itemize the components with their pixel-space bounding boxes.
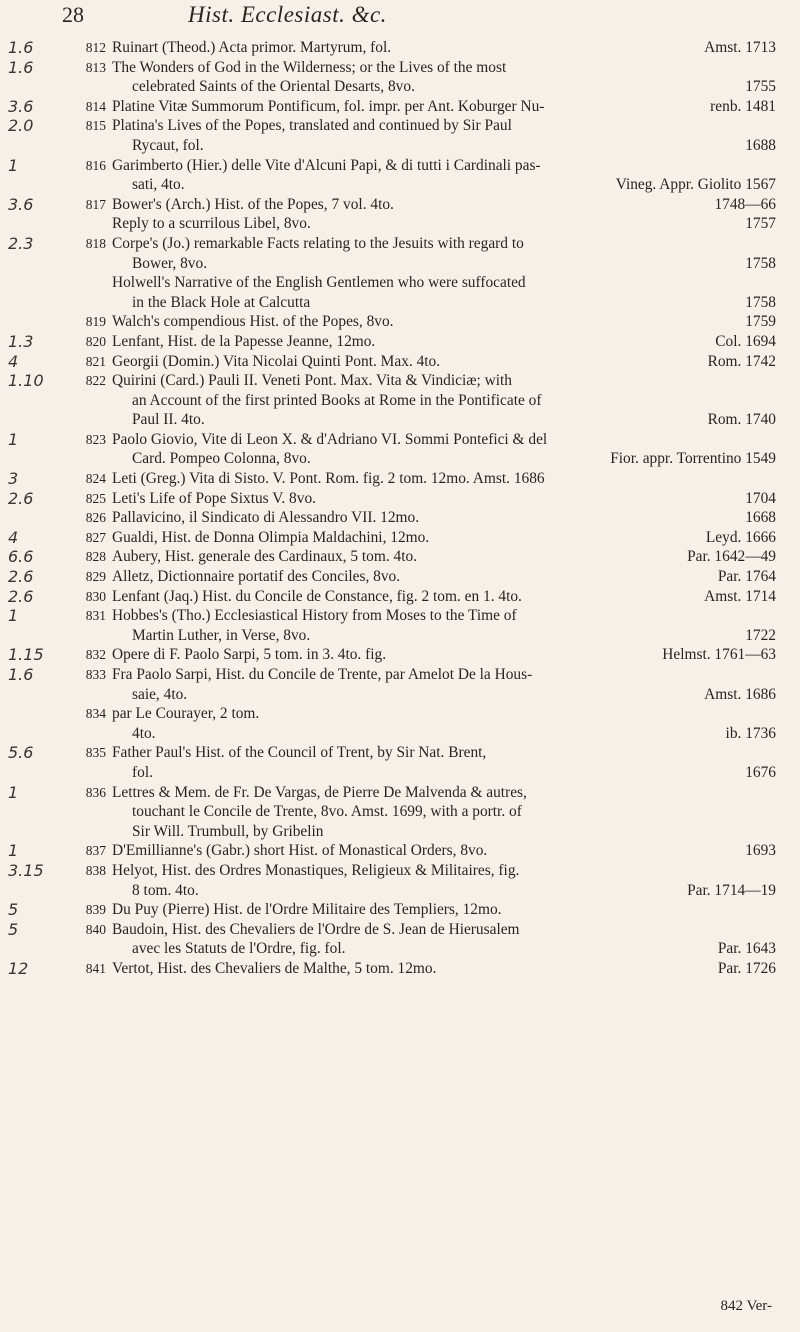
handwritten-price-note: 4 — [8, 527, 19, 547]
entry-line-text: par Le Courayer, 2 tom. — [112, 705, 260, 723]
entry-line-text: Platina's Lives of the Popes, translated and continued by Sir Paul — [112, 117, 512, 135]
entry-imprint: Col. 1694 — [715, 332, 776, 350]
entry-line — [112, 704, 776, 724]
entry-text — [112, 567, 776, 587]
entry-line-text: Sir Will. Trumbull, by Gribelin — [132, 822, 324, 840]
entry-line-text: Lettres & Mem. de Fr. De Vargas, de Pierre De Malvenda & autres, — [112, 783, 527, 801]
catalogue-entry — [0, 489, 800, 509]
entry-line-text: Reply to a scurrilous Libel, 8vo. — [112, 215, 311, 233]
entry-line — [112, 469, 776, 489]
catalogue-entry — [0, 547, 800, 567]
catalogue-entry — [0, 508, 800, 528]
entry-imprint: Amst. 1686 — [704, 685, 776, 703]
entry-line — [112, 430, 776, 450]
entry-line-text: fol. — [132, 763, 153, 781]
entry-line — [112, 371, 776, 391]
lot-number: 838 — [85, 862, 106, 878]
entry-line — [112, 822, 776, 842]
catalogue-entry — [0, 920, 800, 959]
handwritten-price-note: 4 — [8, 351, 19, 371]
catalogue-entry — [0, 156, 800, 195]
entry-line-text: Bower's (Arch.) Hist. of the Popes, 7 vol. 4to. — [112, 195, 394, 213]
entry-line — [112, 802, 776, 822]
entry-line-text: Fra Paolo Sarpi, Hist. du Concile de Trente, par Amelot De la Hous- — [112, 666, 533, 683]
lot-number: 840 — [85, 921, 106, 937]
lot-number: 834 — [85, 706, 106, 722]
lot-number: 816 — [85, 157, 106, 173]
entry-text — [112, 332, 776, 352]
entry-line-text: Corpe's (Jo.) remarkable Facts relating to the Jesuits with regard to — [112, 234, 524, 252]
entry-text — [112, 743, 776, 782]
entry-text — [112, 920, 776, 959]
entry-text — [112, 156, 776, 195]
entry-text — [112, 312, 776, 332]
entry-text — [112, 430, 776, 469]
page-number: 28 — [62, 2, 84, 27]
entry-line-text: Paolo Giovio, Vite di Leon X. & d'Adriano VI. Sommi Pontefici & del — [112, 430, 548, 448]
entry-imprint: 1757 — [745, 215, 776, 233]
catalogue-entry — [0, 371, 800, 430]
entry-imprint: Par. 1642—49 — [687, 548, 776, 566]
entry-line — [112, 685, 776, 705]
entry-line — [112, 587, 776, 607]
catalogue-entry — [0, 469, 800, 489]
catalogue-entry — [0, 783, 800, 842]
handwritten-price-note: 1 — [8, 782, 19, 802]
lot-number: 835 — [85, 745, 106, 761]
entry-line-text: Lenfant, Hist. de la Papesse Jeanne, 12mo. — [112, 332, 376, 350]
entry-line — [112, 724, 776, 744]
lot-number: 839 — [85, 902, 106, 918]
running-title: Hist. Ecclesiast. &c. — [188, 2, 387, 27]
entry-text — [112, 900, 776, 920]
lot-number: 818 — [85, 235, 106, 251]
entry-text — [112, 547, 776, 567]
entry-imprint: renb. 1481 — [710, 97, 776, 115]
catalogue-entry — [0, 606, 800, 645]
entry-line-text: D'Emillianne's (Gabr.) short Hist. of Monastical Orders, 8vo. — [112, 842, 488, 860]
entry-line — [112, 489, 776, 509]
catalogue-entry — [0, 38, 800, 58]
entry-text — [112, 959, 776, 979]
entry-line — [112, 645, 776, 665]
entry-line — [112, 254, 776, 274]
lot-number: 827 — [85, 529, 106, 545]
entry-text — [112, 861, 776, 900]
entry-imprint: Par. 1643 — [717, 940, 776, 958]
lot-number: 828 — [85, 549, 106, 565]
entry-imprint: Par. 1726 — [717, 959, 776, 977]
entry-line — [112, 175, 776, 195]
catalogue-entry — [0, 116, 800, 155]
entry-imprint: Fior. appr. Torrentino 1549 — [610, 450, 776, 468]
handwritten-price-note: 2.0 — [8, 116, 34, 136]
entry-line-text: Alletz, Dictionnaire portatif des Conciles, 8vo. — [112, 568, 401, 586]
entry-text — [112, 841, 776, 861]
handwritten-price-note: 1 — [8, 429, 19, 449]
entry-imprint: 1693 — [745, 842, 776, 860]
entry-line — [112, 763, 776, 783]
entry-line — [112, 156, 776, 176]
catalogue-entry — [0, 214, 800, 234]
entry-line — [112, 959, 776, 979]
entry-imprint: 1755 — [745, 78, 776, 96]
entry-line-text: Baudoin, Hist. des Chevaliers de l'Ordre de S. Jean de Hierusalem — [112, 920, 520, 938]
entry-imprint: 1759 — [745, 313, 776, 331]
entry-text — [112, 606, 776, 645]
entry-text — [112, 234, 776, 273]
lot-number: 817 — [85, 196, 106, 212]
entry-line-text: Rycaut, fol. — [132, 136, 204, 154]
entry-line-text: Lenfant (Jaq.) Hist. du Concile de Constance, fig. 2 tom. en 1. 4to. — [112, 587, 522, 605]
entry-line — [112, 77, 776, 97]
entry-imprint: 1704 — [745, 489, 776, 507]
entry-text — [112, 273, 776, 312]
entry-text — [112, 116, 776, 155]
entry-text — [112, 371, 776, 430]
entry-line-text: Walch's compendious Hist. of the Popes, 8vo. — [112, 313, 394, 331]
entry-line — [112, 97, 776, 117]
entry-line-text: an Account of the first printed Books at Rome in the Pontificate of — [132, 391, 542, 409]
lot-number: 812 — [85, 40, 106, 55]
catalogue-entry — [0, 645, 800, 665]
entry-line-text: Leti (Greg.) Vita di Sisto. V. Pont. Rom. fig. 2 tom. 12mo. Amst. 1686 — [112, 470, 545, 488]
entry-line — [112, 234, 776, 254]
entry-line-text: Aubery, Hist. generale des Cardinaux, 5 tom. 4to. — [112, 548, 418, 566]
lot-number: 826 — [85, 510, 106, 526]
entry-line — [112, 528, 776, 548]
handwritten-price-note: 1.10 — [8, 371, 44, 391]
lot-number: 829 — [85, 569, 106, 585]
catalogue-entry — [0, 273, 800, 312]
lot-number: 822 — [85, 373, 106, 389]
handwritten-price-note: 12 — [8, 958, 29, 978]
entry-line — [112, 665, 776, 685]
entry-line — [112, 391, 776, 411]
entry-line-text: Father Paul's Hist. of the Council of Trent, by Sir Nat. Brent, — [112, 744, 487, 762]
entry-line-text: Pallavicino, il Sindicato di Alessandro VII. 12mo. — [112, 509, 420, 527]
entry-line-text: Helyot, Hist. des Ordres Monastiques, Religieux & Militaires, fig. — [112, 861, 520, 879]
lot-number: 820 — [85, 333, 106, 349]
entry-imprint: 1748—66 — [714, 195, 776, 213]
catalogue-entry — [0, 587, 800, 607]
entry-line — [112, 58, 776, 78]
entry-text — [112, 783, 776, 842]
entry-line — [112, 195, 776, 215]
lot-number: 841 — [85, 960, 106, 976]
entry-line — [112, 567, 776, 587]
catalogue-entry — [0, 332, 800, 352]
entry-imprint: Leyd. 1666 — [705, 528, 776, 546]
lot-number: 821 — [85, 353, 106, 369]
entry-line — [112, 606, 776, 626]
entry-line — [112, 939, 776, 959]
entry-line-text: 4to. — [132, 724, 156, 742]
entry-line — [112, 312, 776, 332]
entry-text — [112, 58, 776, 97]
entry-line-text: Martin Luther, in Verse, 8vo. — [132, 626, 311, 644]
entry-text — [112, 645, 776, 665]
entry-line — [112, 352, 776, 372]
entry-line-text: Opere di F. Paolo Sarpi, 5 tom. in 3. 4to. fig. — [112, 646, 387, 664]
lot-number: 813 — [85, 59, 106, 75]
entry-text — [112, 665, 776, 704]
handwritten-price-note: 1 — [8, 606, 19, 626]
entry-line — [112, 273, 776, 293]
catalogue-entry — [0, 430, 800, 469]
entry-imprint: ib. 1736 — [725, 724, 776, 742]
entry-line-text: Du Puy (Pierre) Hist. de l'Ordre Militaire des Templiers, 12mo. — [112, 901, 502, 919]
entry-imprint: Vineg. Appr. Giolito 1567 — [615, 176, 776, 194]
handwritten-price-note: 1 — [8, 155, 19, 175]
entry-line — [112, 410, 776, 430]
entry-text — [112, 97, 776, 117]
catalogue-entry — [0, 743, 800, 782]
entry-line-text: saie, 4to. — [132, 685, 188, 703]
entry-imprint: Par. 1714—19 — [687, 881, 776, 899]
handwritten-price-note: 2.6 — [8, 586, 34, 606]
entry-imprint: Rom. 1740 — [707, 411, 776, 429]
catalogue-entry — [0, 959, 800, 979]
entry-line — [112, 508, 776, 528]
catalogue-entry — [0, 665, 800, 704]
entry-line — [112, 293, 776, 313]
handwritten-price-note: 2.6 — [8, 567, 34, 587]
entry-line-text: Card. Pompeo Colonna, 8vo. — [132, 450, 311, 468]
entry-line-text: avec les Statuts de l'Ordre, fig. fol. — [132, 940, 346, 958]
entry-text — [112, 508, 776, 528]
lot-number: 836 — [85, 784, 106, 800]
entry-imprint: 1758 — [745, 293, 776, 311]
entry-text — [112, 528, 776, 548]
lot-number: 833 — [85, 667, 106, 682]
entry-line — [112, 547, 776, 567]
entry-line — [112, 920, 776, 940]
entry-imprint: Rom. 1742 — [707, 352, 776, 370]
entry-line-text: Platine Vitæ Summorum Pontificum, fol. impr. per Ant. Koburger Nu- — [112, 97, 545, 115]
entry-line — [112, 841, 776, 861]
entry-line — [112, 861, 776, 881]
handwritten-price-note: 1.6 — [8, 57, 34, 77]
catalogue-entry — [0, 861, 800, 900]
entry-line-text: Gualdi, Hist. de Donna Olimpia Maldachini, 12mo. — [112, 528, 430, 546]
handwritten-price-note: 2.3 — [8, 233, 34, 253]
entry-imprint: 1722 — [745, 626, 776, 644]
lot-number: 814 — [85, 98, 106, 114]
handwritten-price-note: 3 — [8, 469, 19, 489]
catalogue-entry — [0, 312, 800, 332]
entry-line-text: celebrated Saints of the Oriental Desarts, 8vo. — [132, 78, 415, 96]
handwritten-price-note: 5.6 — [8, 743, 34, 763]
catchword: 842 Ver- — [720, 1298, 772, 1314]
entry-imprint: 1758 — [745, 254, 776, 272]
entry-line-text: Holwell's Narrative of the English Gentlemen who were suffocated — [112, 274, 526, 292]
entry-line-text: Vertot, Hist. des Chevaliers de Malthe, 5 tom. 12mo. — [112, 959, 437, 977]
entry-line — [112, 743, 776, 763]
entry-line — [112, 783, 776, 803]
entry-line-text: Hobbes's (Tho.) Ecclesiastical History from Moses to the Time of — [112, 607, 517, 625]
handwritten-price-note: 3.6 — [8, 194, 34, 214]
lot-number: 832 — [85, 647, 106, 663]
entry-line — [112, 38, 776, 58]
catalogue-entry — [0, 567, 800, 587]
catalogue-entry — [0, 97, 800, 117]
entry-text — [112, 352, 776, 372]
entry-line — [112, 449, 776, 469]
catalogue-entry — [0, 528, 800, 548]
entry-imprint: 1676 — [745, 763, 776, 781]
handwritten-price-note: 6.6 — [8, 547, 34, 567]
entry-imprint: Amst. 1713 — [704, 39, 776, 56]
handwritten-price-note: 5 — [8, 919, 19, 939]
entry-line — [112, 626, 776, 646]
entry-line-text: Leti's Life of Pope Sixtus V. 8vo. — [112, 489, 316, 507]
handwritten-price-note: 5 — [8, 900, 19, 920]
entry-text — [112, 587, 776, 607]
catalogue-entry — [0, 352, 800, 372]
handwritten-price-note: 3.6 — [8, 96, 34, 116]
entry-text — [112, 38, 776, 58]
lot-number: 830 — [85, 588, 106, 604]
lot-number: 815 — [85, 118, 106, 134]
entry-text — [112, 195, 776, 215]
entry-imprint: Par. 1764 — [717, 568, 776, 586]
entry-line-text: touchant le Concile de Trente, 8vo. Amst. 1699, with a portr. of — [132, 803, 522, 821]
lot-number: 823 — [85, 431, 106, 447]
entry-line — [112, 136, 776, 156]
entry-line — [112, 881, 776, 901]
entry-line-text: Quirini (Card.) Pauli II. Veneti Pont. Max. Vita & Vindiciæ; with — [112, 372, 512, 390]
catalogue-entry — [0, 234, 800, 273]
entry-imprint: 1668 — [745, 509, 776, 527]
entry-line-text: Ruinart (Theod.) Acta primor. Martyrum, fol. — [112, 39, 392, 56]
entry-line-text: in the Black Hole at Calcutta — [132, 293, 311, 311]
catalogue-entry — [0, 58, 800, 97]
entry-imprint: Helmst. 1761—63 — [662, 646, 776, 664]
entry-text — [112, 489, 776, 509]
catalogue-entry — [0, 195, 800, 215]
catalogue-entry — [0, 841, 800, 861]
entry-line-text: Garimberto (Hier.) delle Vite d'Alcuni Papi, & di tutti i Cardinali pas- — [112, 156, 541, 174]
entry-text — [112, 704, 776, 743]
lot-number: 837 — [85, 843, 106, 859]
entry-imprint: Amst. 1714 — [704, 587, 776, 605]
handwritten-price-note: 1.6 — [8, 38, 34, 57]
entry-line — [112, 332, 776, 352]
entry-line — [112, 214, 776, 234]
handwritten-price-note: 1.15 — [8, 645, 44, 665]
lot-number: 825 — [85, 490, 106, 506]
handwritten-price-note: 2.6 — [8, 488, 34, 508]
entry-text — [112, 469, 776, 489]
catalogue-entry — [0, 704, 800, 743]
handwritten-price-note: 1.6 — [8, 665, 34, 684]
entry-line-text: Bower, 8vo. — [132, 254, 208, 272]
entry-line — [112, 116, 776, 136]
entry-imprint: 1688 — [745, 136, 776, 154]
entry-line — [112, 900, 776, 920]
entry-line-text: Georgii (Domin.) Vita Nicolai Quinti Pont. Max. 4to. — [112, 352, 441, 370]
entry-text — [112, 214, 776, 234]
entry-line-text: sati, 4to. — [132, 176, 185, 194]
page-header — [0, 2, 800, 32]
entry-line-text: The Wonders of God in the Wilderness; or the Lives of the most — [112, 58, 507, 76]
entry-line-text: Paul II. 4to. — [132, 411, 205, 429]
lot-number: 831 — [85, 608, 106, 624]
lot-number: 819 — [85, 314, 106, 330]
lot-number: 824 — [85, 471, 106, 487]
handwritten-price-note: 1 — [8, 841, 19, 861]
catalogue-entries — [0, 38, 800, 979]
entry-line-text: 8 tom. 4to. — [132, 881, 199, 899]
handwritten-price-note: 1.3 — [8, 331, 34, 351]
catalogue-entry — [0, 900, 800, 920]
handwritten-price-note: 3.15 — [8, 860, 44, 880]
